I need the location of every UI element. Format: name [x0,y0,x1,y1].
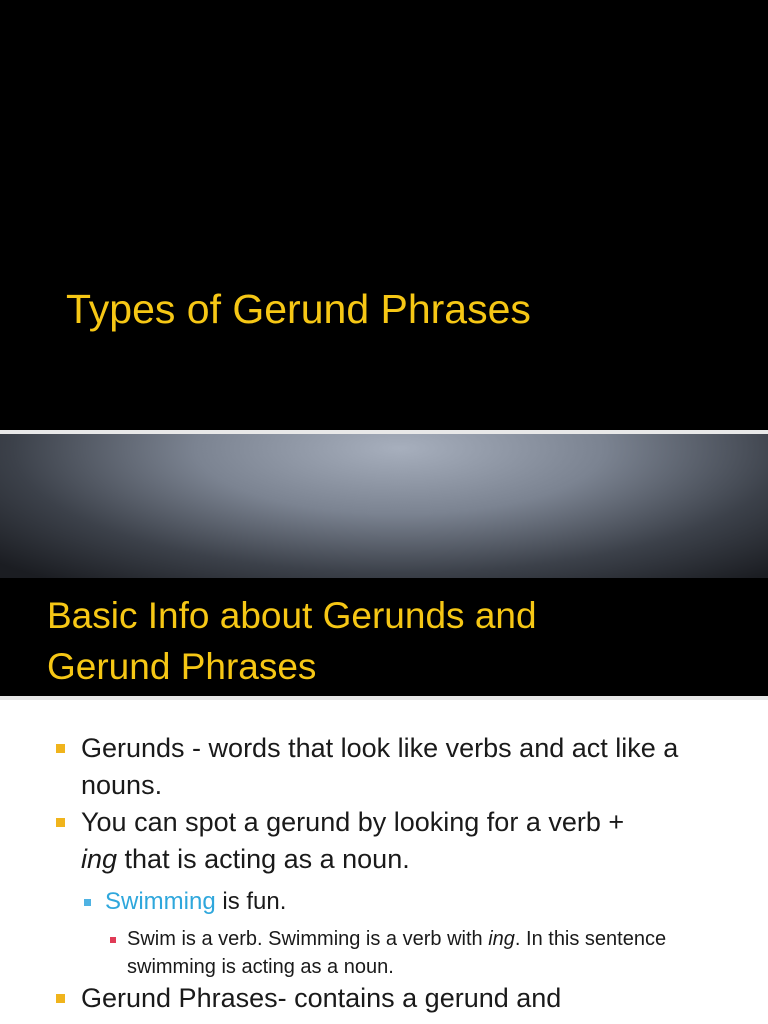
bullet-marker-icon [56,994,65,1003]
bullet-marker-icon [56,744,65,753]
bullet-gerunds-definition: Gerunds - words that look like verbs and act like a nouns. [81,733,679,800]
sub-bullet-swimming-rest: is fun. [215,888,287,915]
bullet-marker-icon [56,818,65,827]
bullet-spot-gerund [81,804,731,878]
slide-2-title [47,590,727,692]
slide-1-title: Types of Gerund Phrases [66,286,531,332]
bullet-spot-gerund-part-1: You can spot a gerund by looking for a verb + [81,807,625,837]
slide-2-gradient-band [0,434,768,578]
slide-2-title-line-2: Gerund Phrases [47,646,317,687]
explanation-part-1: Swim is a verb. Swimming is a verb with [127,928,489,950]
slide-2-content [0,700,768,1024]
bullet-spot-gerund-italic: ing [81,844,118,874]
sub-bullet-swimming-example [105,887,725,917]
explanation-part-2: . In this sentence swimming is acting as a noun. [127,928,667,978]
bullet-spot-gerund-part-2: that is acting as a noun. [117,844,410,874]
slide-2-title-line-1: Basic Info about Gerunds and [47,595,537,636]
sub-bullet-marker-icon [84,899,91,906]
sub-sub-bullet-explanation [127,925,727,981]
sub-sub-bullet-marker-icon [110,937,116,943]
slide-1 [0,0,768,430]
explanation-italic: ing [488,928,515,950]
bullet-gerund-phrases: Gerund Phrases- contains a gerund and [81,983,562,1013]
highlight-swimming: Swimming [105,888,216,915]
